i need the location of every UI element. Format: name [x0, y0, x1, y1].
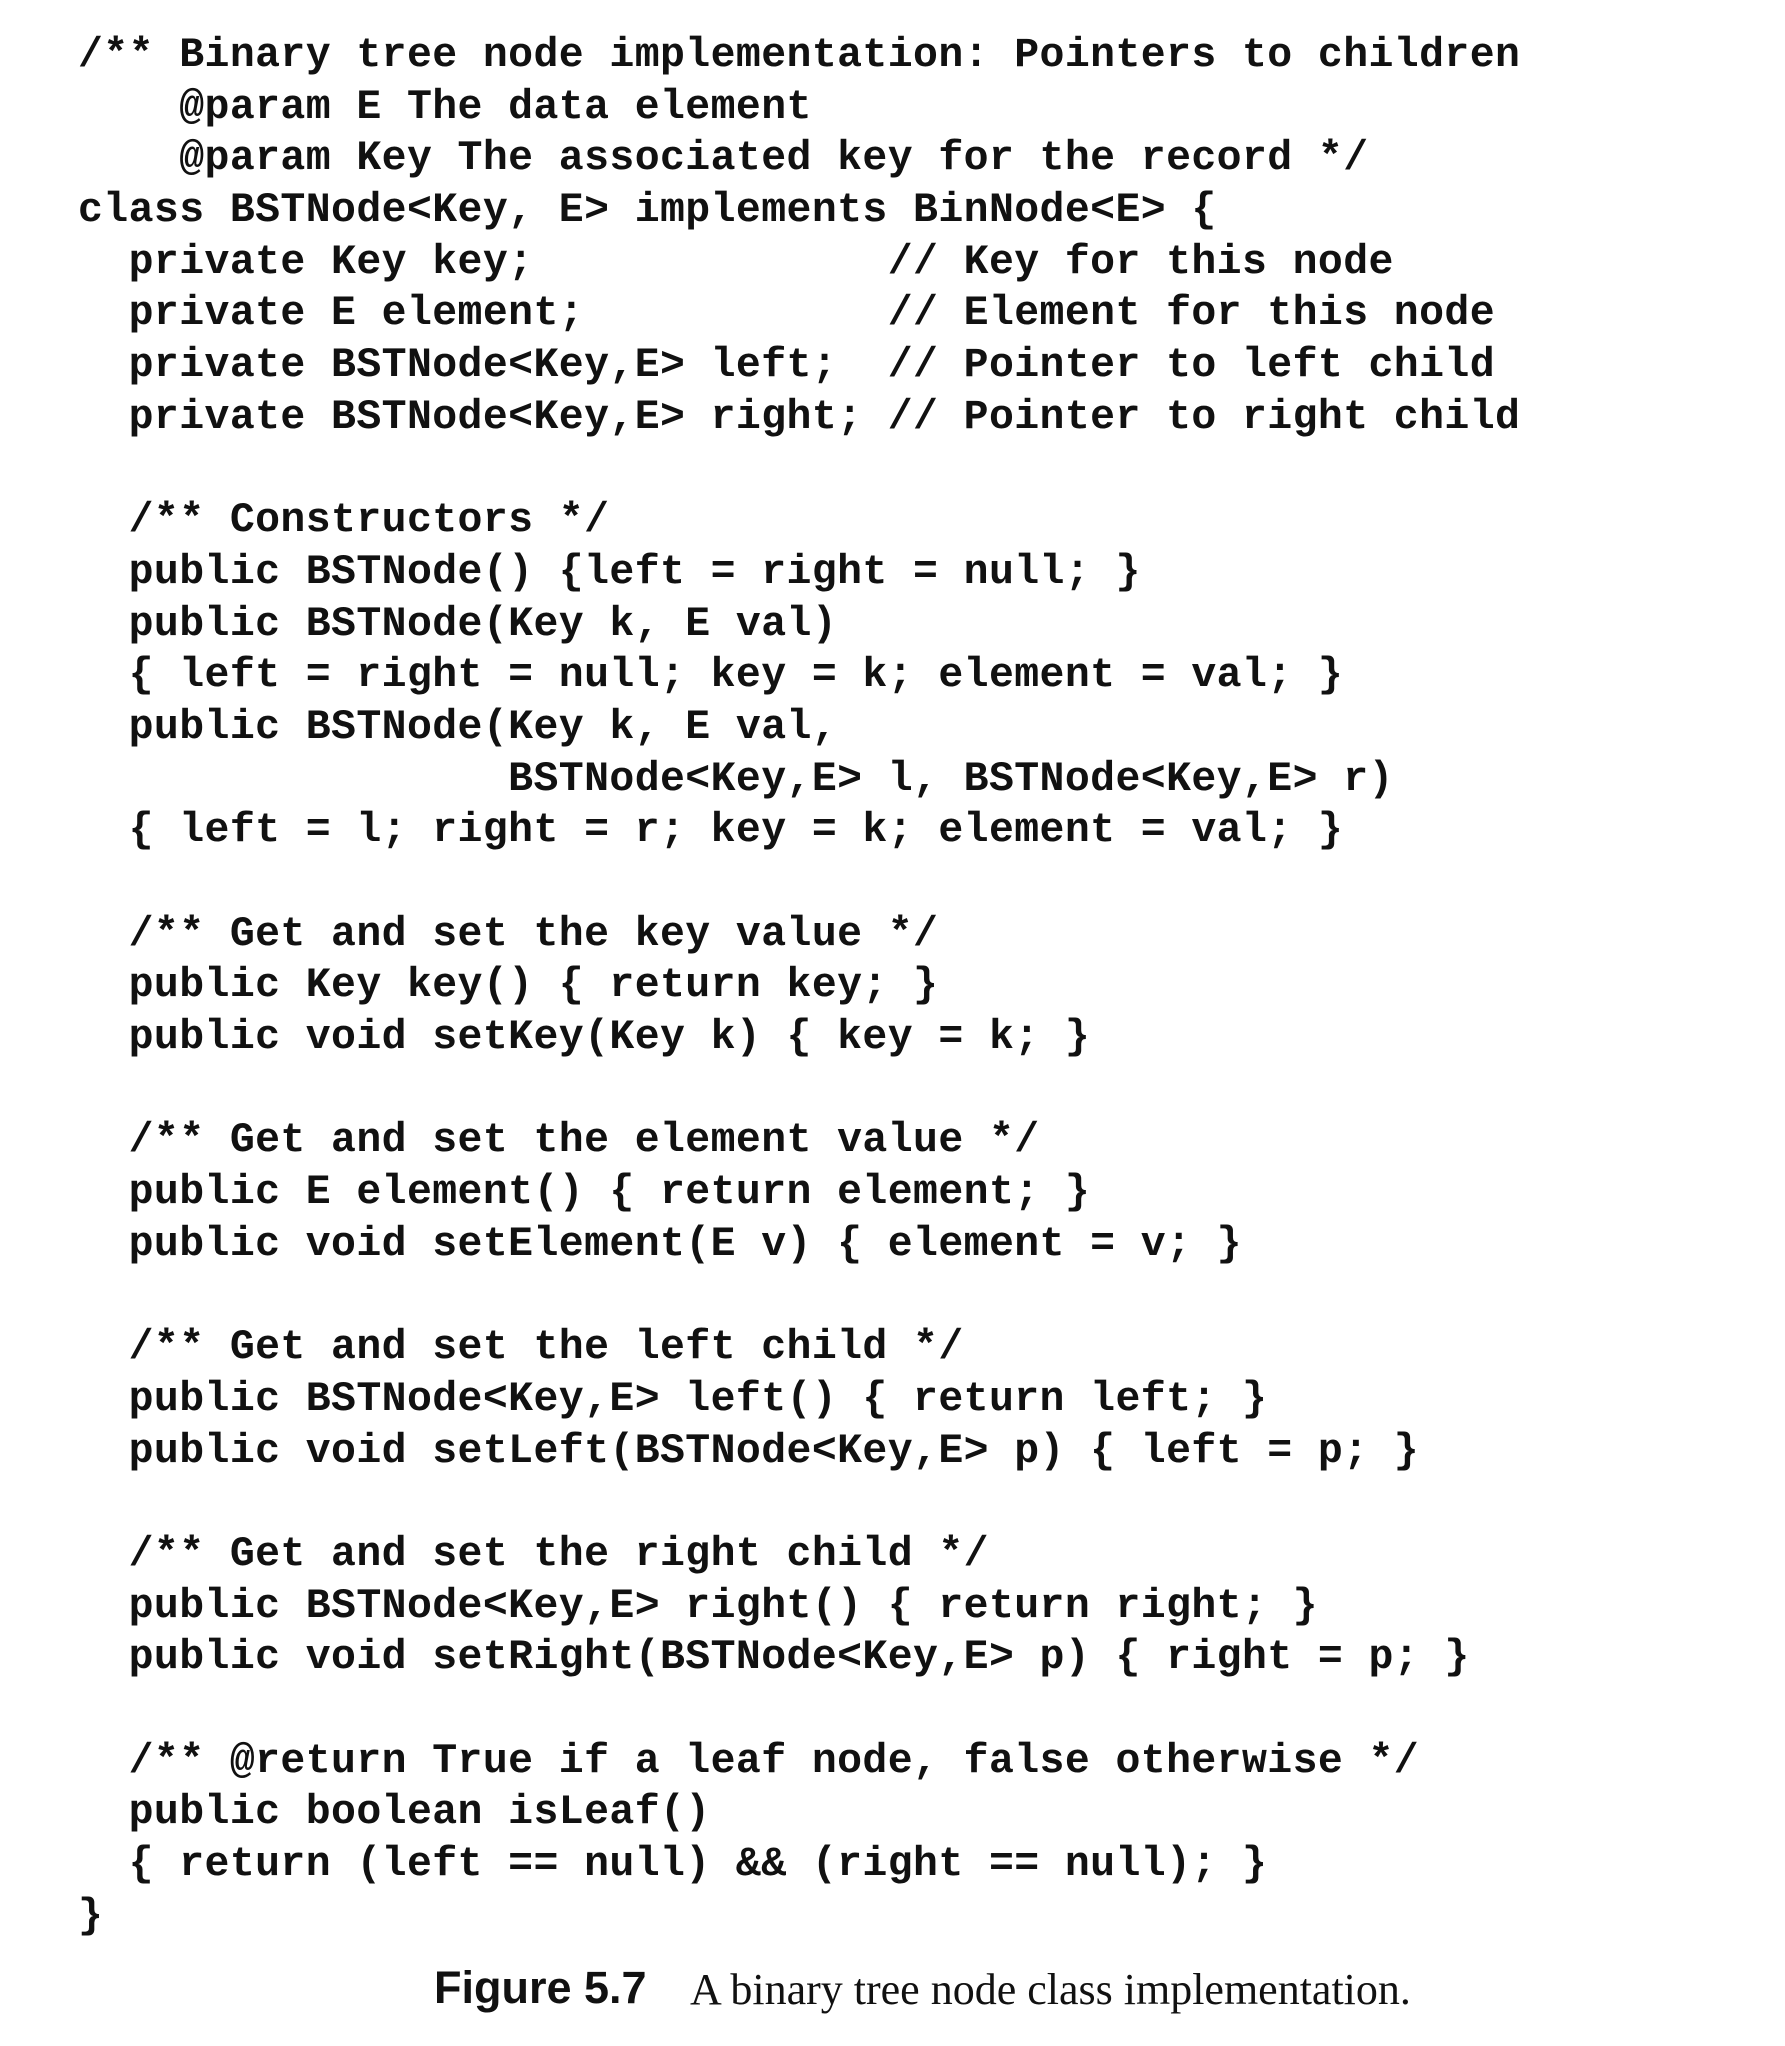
code-line: public void setLeft(BSTNode<Key,E> p) { left = p; }	[78, 1427, 1420, 1475]
code-line: /** @return True if a leaf node, false otherwise */	[78, 1737, 1420, 1785]
figure-caption-text: A binary tree node class implementation.	[690, 1965, 1411, 2014]
code-line: class BSTNode<Key, E> implements BinNode<E> {	[78, 187, 1217, 235]
code-line	[78, 1064, 1778, 1116]
code-listing	[78, 30, 1778, 1942]
code-line: private BSTNode<Key,E> right; // Pointer to right child	[78, 393, 1521, 441]
code-line: /** Binary tree node implementation: Pointers to children	[78, 32, 1521, 79]
code-line: /** Get and set the element value */	[78, 1117, 1040, 1165]
code-line: @param E The data element	[78, 83, 812, 131]
code-line: public BSTNode() {left = right = null; }	[78, 548, 1141, 596]
code-line: /** Get and set the left child */	[78, 1324, 964, 1372]
code-line: { left = right = null; key = k; element = val; }	[78, 652, 1344, 700]
code-line	[78, 1684, 1778, 1736]
code-line: @param Key The associated key for the record */	[78, 135, 1369, 183]
code-line: public BSTNode(Key k, E val,	[78, 703, 838, 751]
code-line: private E element; // Element for this node	[78, 290, 1496, 338]
code-line: public void setRight(BSTNode<Key,E> p) { right = p; }	[78, 1634, 1470, 1682]
code-line: /** Constructors */	[78, 497, 610, 545]
code-line: /** Get and set the key value */	[78, 910, 939, 958]
code-line	[78, 444, 1778, 496]
code-line: /** Get and set the right child */	[78, 1530, 989, 1578]
code-line	[78, 1477, 1778, 1529]
code-line: public void setKey(Key k) { key = k; }	[78, 1014, 1091, 1062]
code-line: public Key key() { return key; }	[78, 962, 939, 1010]
code-line: public E element() { return element; }	[78, 1169, 1091, 1217]
code-line: BSTNode<Key,E> l, BSTNode<Key,E> r)	[78, 755, 1394, 803]
code-line: public void setElement(E v) { element = v; }	[78, 1220, 1242, 1268]
code-line: public BSTNode(Key k, E val)	[78, 600, 838, 648]
code-line: { left = l; right = r; key = k; element = val; }	[78, 807, 1344, 855]
code-line: { return (left == null) && (right == null); }	[78, 1841, 1268, 1889]
figure-label: Figure 5.7	[434, 1962, 647, 2013]
code-line: private Key key; // Key for this node	[78, 238, 1394, 286]
code-line: private BSTNode<Key,E> left; // Pointer to left child	[78, 342, 1496, 390]
code-line: public BSTNode<Key,E> right() { return right; }	[78, 1582, 1318, 1630]
code-line	[78, 857, 1778, 909]
code-line	[78, 1271, 1778, 1323]
code-line: }	[78, 1892, 104, 1940]
code-line: public BSTNode<Key,E> left() { return left; }	[78, 1375, 1268, 1423]
code-line: public boolean isLeaf()	[78, 1789, 711, 1837]
